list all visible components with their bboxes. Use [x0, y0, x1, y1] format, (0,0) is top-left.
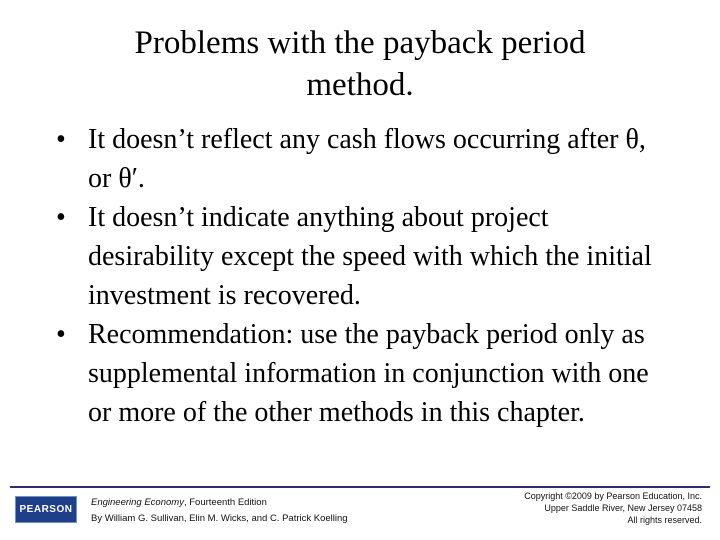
footer-book-title: Engineering Economy — [91, 497, 184, 508]
bullet-marker: • — [56, 319, 66, 350]
slide-title-line-1: Problems with the payback period — [134, 25, 586, 61]
bullet-marker: • — [56, 202, 66, 233]
footer-edition: , Fourteenth Edition — [183, 497, 267, 508]
footer-authors: By William G. Sullivan, Elin M. Wicks, and C. Patrick Koelling — [91, 513, 348, 524]
pearson-logo-text: PEARSON — [19, 504, 73, 515]
bullet-text: Recommendation: use the payback period only as supplemental information in conjunction with one or more of the other methods in this chapter. — [88, 319, 649, 428]
bullet-text: It doesn’t indicate anything about project desirability except the speed with which the initial investment is recovered. — [88, 202, 652, 311]
bullet-list — [56, 120, 666, 432]
slide-title-line-2: method. — [306, 67, 414, 103]
footer-address: Upper Saddle River, New Jersey 07458 — [544, 503, 702, 513]
bullet-text: It doesn’t reflect any cash flows occurring after θ, or θ′. — [88, 124, 646, 194]
bullet-item — [56, 315, 666, 432]
footer-book-info — [91, 495, 348, 527]
footer-divider — [10, 486, 710, 488]
pearson-logo — [15, 496, 77, 523]
bullet-marker: • — [56, 124, 66, 155]
bullet-item — [56, 198, 666, 315]
slide-title — [60, 22, 660, 106]
footer-copyright-block — [442, 490, 702, 526]
bullet-item — [56, 120, 666, 198]
footer-rights: All rights reserved. — [627, 515, 702, 525]
footer-copyright: Copyright ©2009 by Pearson Education, Inc. — [524, 491, 702, 501]
footer-book-title-line — [91, 495, 348, 511]
